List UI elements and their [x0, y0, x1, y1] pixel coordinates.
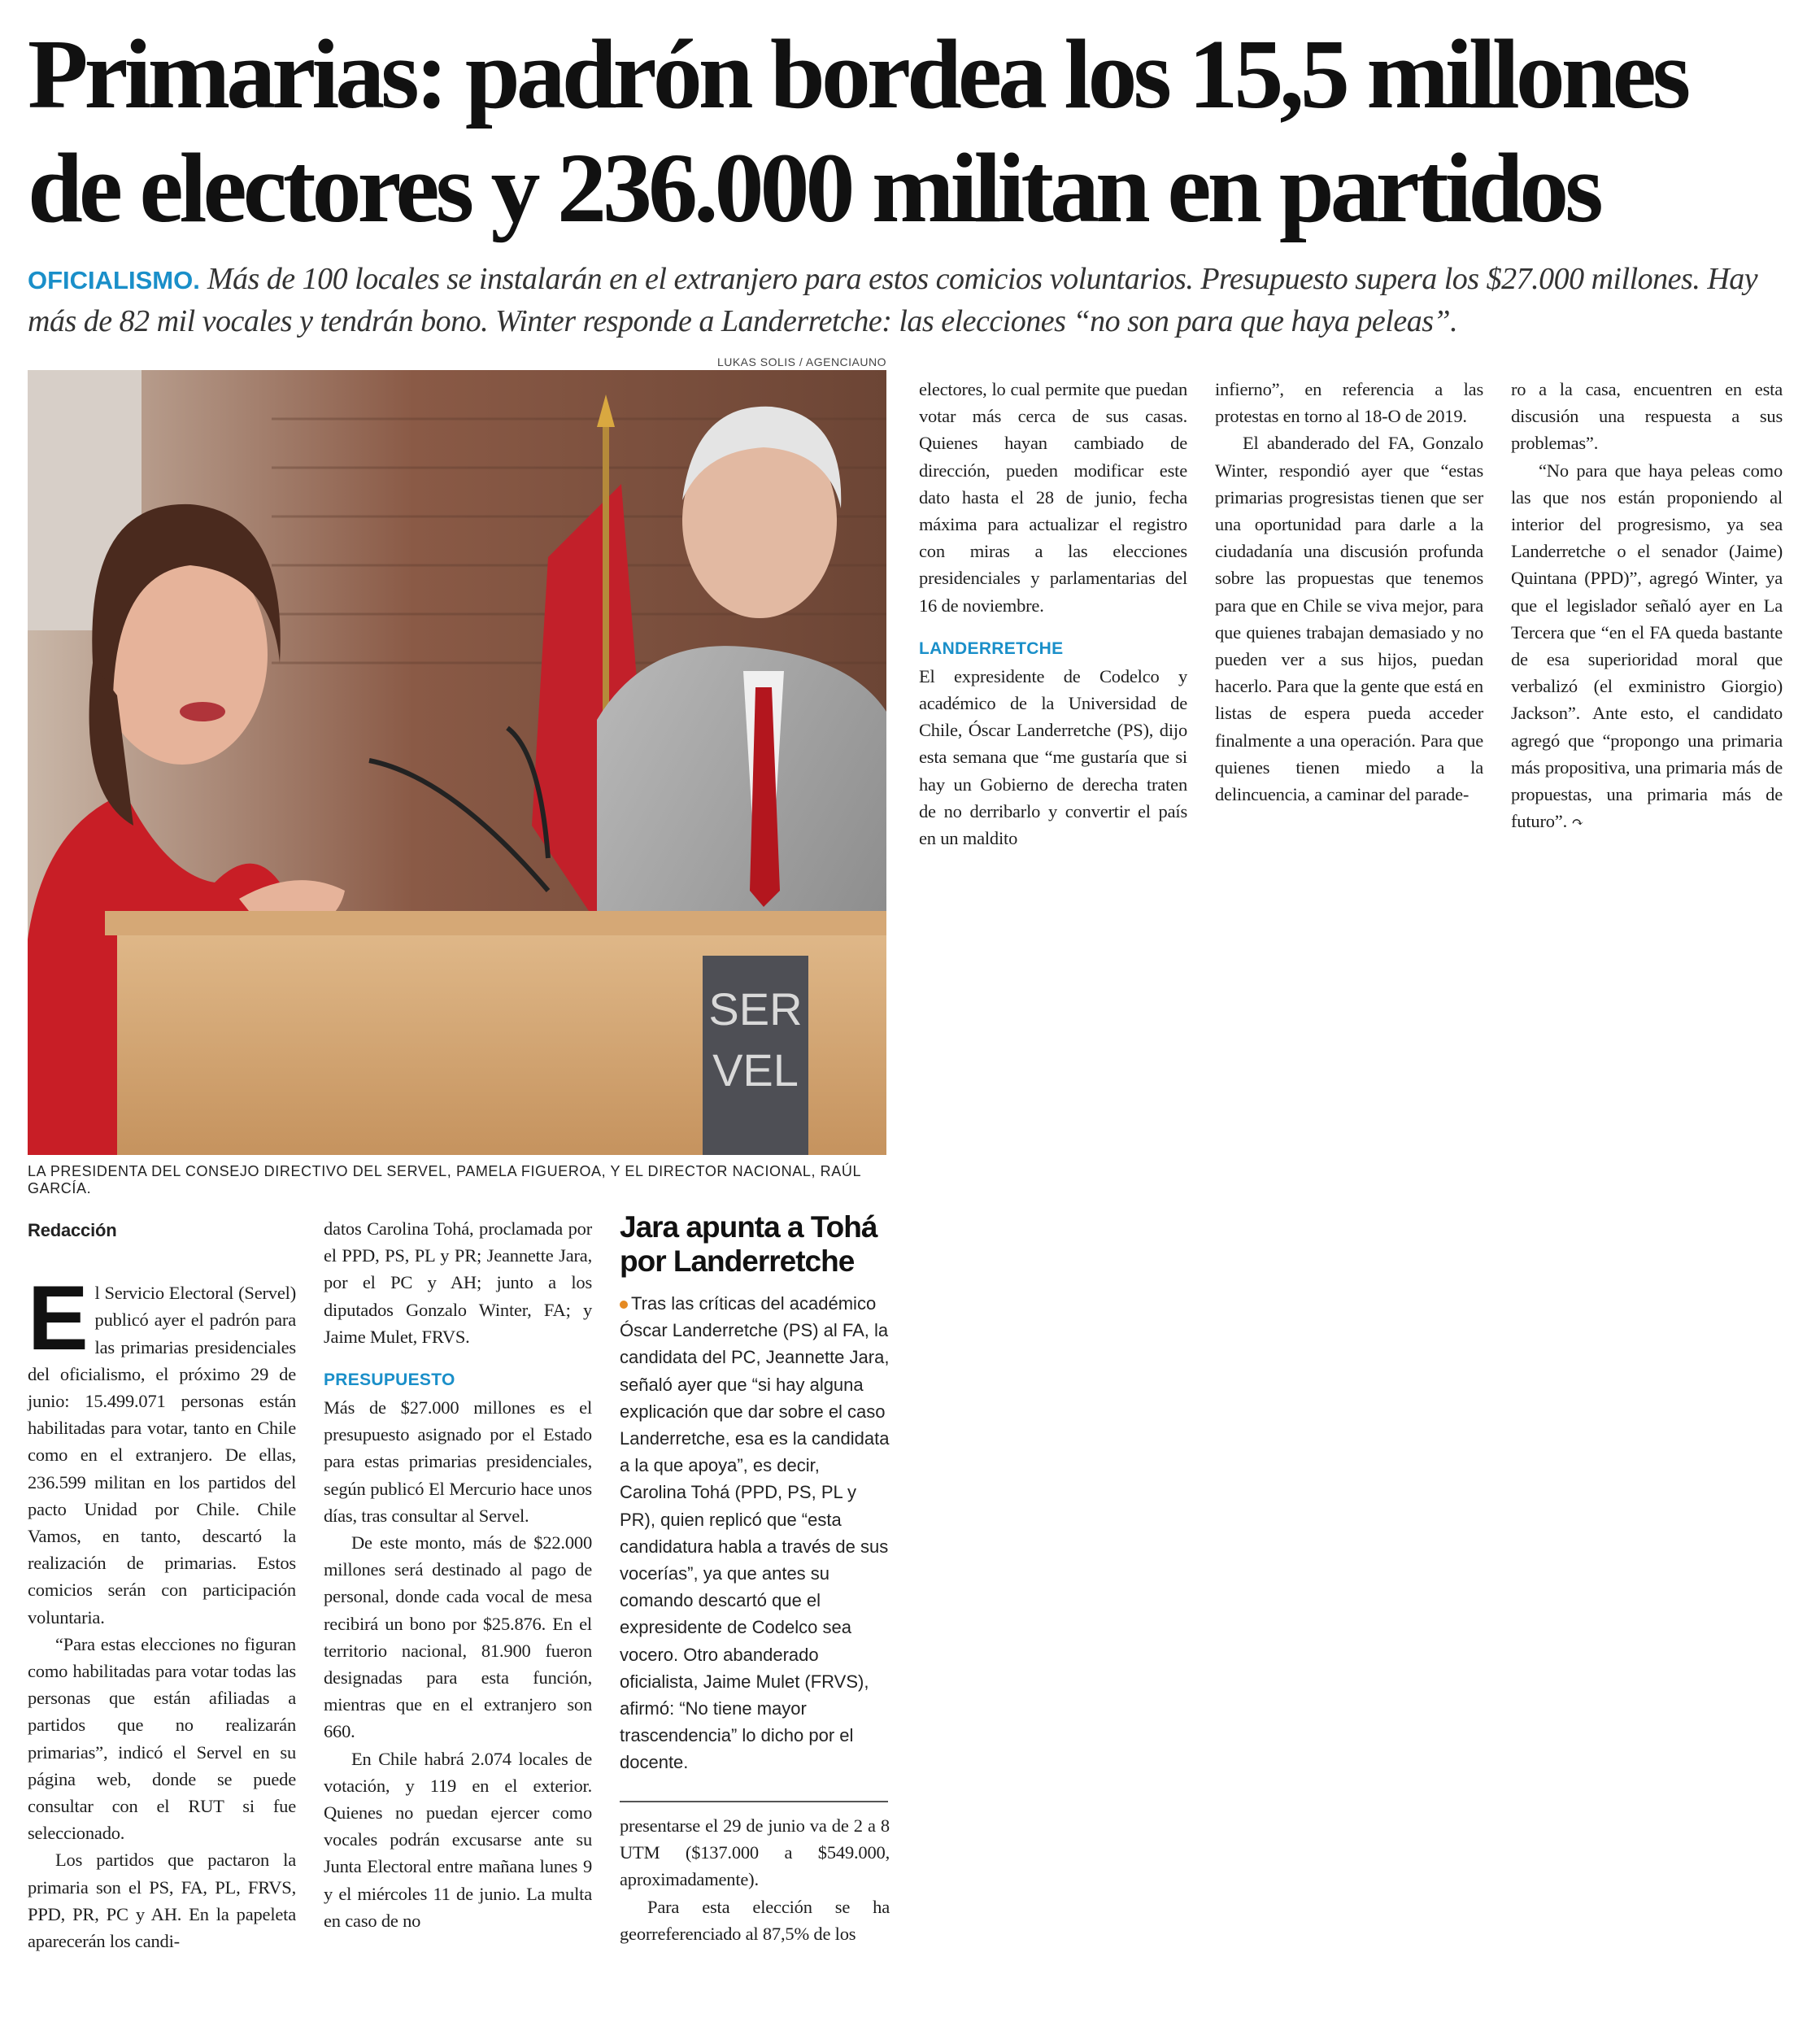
- paragraph: Los partidos que pactaron la primaria son el PS, FA, PL, FRVS, PPD, PR, PC y AH. En la papeleta aparecerán los candi-: [28, 1850, 296, 1952]
- article-col-6: [1511, 376, 1783, 836]
- photo-credit: LUKAS SOLIS / AGENCIAUNO: [716, 355, 886, 368]
- podium-text-ser: SER: [708, 983, 803, 1035]
- bullet-icon: [620, 1301, 628, 1309]
- article-col-1: [28, 1217, 296, 1954]
- dropcap: E: [28, 1267, 89, 1370]
- section-heading-presupuesto: PRESUPUESTO: [324, 1371, 455, 1390]
- paragraph: ro a la casa, encuentren en esta discusión una respuesta a sus problemas”.: [1511, 379, 1783, 454]
- sidebar-box: [620, 1210, 890, 1776]
- paragraph: El Servicio Electoral (Servel) publicó ayer el padrón para las primarias presidenciales del oficialismo, el próximo 29 de junio: 15.499.071 personas están habilitadas para votar, tanto en Chile como en el extranjero. De ellas, 236.599 militan en los partidos del pacto Unidad por Chile. Chile Vamos, en tanto, descartó la realización de primarias. Estos comicios serán con participación voluntaria.: [28, 1267, 296, 1628]
- sidebar-rule: [620, 1801, 888, 1802]
- sidebar-text: Tras las críticas del académico Óscar Landerretche (PS) al FA, la candidata del PC, Jeannette Jara, señaló ayer que “si hay alguna explicación que dar sobre el caso Landerretche, esa es la candidata a la que apoya”, es decir, Carolina Tohá (PPD, PS, PL y PR), quien replicó que “esta candidatura habla a través de sus vocerías”, ya que antes su comando descartó que el expresidente de Codelco sea vocero. Otro abanderado oficialista, Jaime Mulet (FRVS), afirmó: “No tiene mayor trascendencia” lo dicho por el docente.: [620, 1293, 890, 1773]
- paragraph: De este monto, más de $22.000 millones será destinado al pago de personal, donde cada vocal de mesa recibirá un bono por $25.876. En el territorio nacional, 81.900 fueron designadas para esta función, mientras que en el extranjero son 660.: [324, 1532, 592, 1742]
- kicker: OFICIALISMO.: [28, 266, 200, 294]
- paragraph: datos Carolina Tohá, proclamada por el PPD, PS, PL y PR; Jeannette Jara, por el PC y AH; junto a los diputados Gonzalo Winter, FA; y Jaime Mulet, FRVS.: [324, 1218, 592, 1347]
- subhead-text: Más de 100 locales se instalarán en el extranjero para estos comicios voluntarios. Presupuesto supera los $27.000 millones. Hay más de 82 mil vocales y tendrán bono. Winter responde a Landerretche: las elecciones “no son para que haya peleas”.: [28, 262, 1758, 338]
- paragraph: electores, lo cual permite que puedan votar más cerca de sus casas. Quienes hayan cambiado de dirección, pueden modificar este dato hasta el 28 de junio, fecha máxima para actualizar el registro con miras a las elecciones presidenciales y parlamentarias del 16 de noviembre.: [919, 379, 1187, 616]
- paragraph: Para esta elección se ha georreferenciado al 87,5% de los: [620, 1896, 890, 1944]
- paragraph: “Para estas elecciones no figuran como habilitadas para votar todas las personas que están afiliadas a partidos que no realizarán primarias”, indicó el Servel en su página web, donde se puede consultar con el RUT si fue seleccionado.: [28, 1633, 296, 1844]
- headline: Primarias: padrón bordea los 15,5 millones de electores y 236.000 militan en partidos: [28, 20, 1687, 243]
- paragraph: presentarse el 29 de junio va de 2 a 8 UTM ($137.000 a $549.000, aproximadamente).: [620, 1815, 890, 1890]
- podium-text-vel: VEL: [712, 1044, 799, 1096]
- article-col-2: [324, 1215, 592, 1934]
- article-col-4: [919, 376, 1187, 852]
- paragraph: El abanderado del FA, Gonzalo Winter, respondió ayer que “estas primarias progresistas tienen que ser una oportunidad para darle a la ciudadanía una discusión profunda sobre las propuestas que tenemos para que en Chile se viva mejor, para que quienes trabajan demasiado y no pueden ver a sus hijos, puedan hacerlo. Para que la gente que está en listas de espera pueda acceder finalmente a una operación. Para que quienes tienen miedo a la delincuencia, a caminar del parade-: [1215, 433, 1483, 805]
- news-photo: [28, 370, 886, 1155]
- end-mark-icon: ↷: [1571, 814, 1584, 831]
- subhead: [28, 259, 1784, 342]
- section-heading-landerretche: LANDERRETCHE: [919, 638, 1064, 658]
- article-col-3: [620, 1812, 890, 1947]
- byline: Redacción: [28, 1220, 117, 1240]
- photo-caption: LA PRESIDENTA DEL CONSEJO DIRECTIVO DEL SERVEL, PAMELA FIGUEROA, Y EL DIRECTOR NACIONAL, RAÚL GARCÍA.: [28, 1163, 861, 1196]
- paragraph: En Chile habrá 2.074 locales de votación, y 119 en el exterior. Quienes no puedan ejercer como vocales podrán excusarse ante su Junta Electoral entre mañana lunes 9 y el miércoles 11 de junio. La multa en caso de no: [324, 1748, 592, 1931]
- sidebar-title: Jara apunta a Tohá por Landerretche: [620, 1210, 877, 1278]
- article-col-5: [1215, 376, 1483, 808]
- paragraph: infierno”, en referencia a las protestas en torno al 18-O de 2019.: [1215, 379, 1483, 427]
- paragraph: Más de $27.000 millones es el presupuesto asignado por el Estado para estas primarias presidenciales, según publicó El Mercurio hace unos días, tras consultar al Servel.: [324, 1397, 592, 1526]
- paragraph: “No para que haya peleas como las que nos están proponiendo al interior del progresismo, ya sea Landerretche o el senador (Jaime) Quintana (PPD)”, agregó Winter, ya que el legislador señaló ayer en La Tercera que “en el FA queda bastante de esa superioridad moral que verbalizó (el exministro Giorgio) Jackson”. Ante esto, el candidato agregó que “propongo una primaria más propositiva, una primaria más de propuestas, una primaria más de futuro”. ↷: [1511, 460, 1783, 832]
- paragraph: El expresidente de Codelco y académico de la Universidad de Chile, Óscar Landerretche (PS), dijo esta semana que “me gustaría que si hay un Gobierno de derecha traten de no derribarlo y convertir el país en un maldito: [919, 665, 1187, 849]
